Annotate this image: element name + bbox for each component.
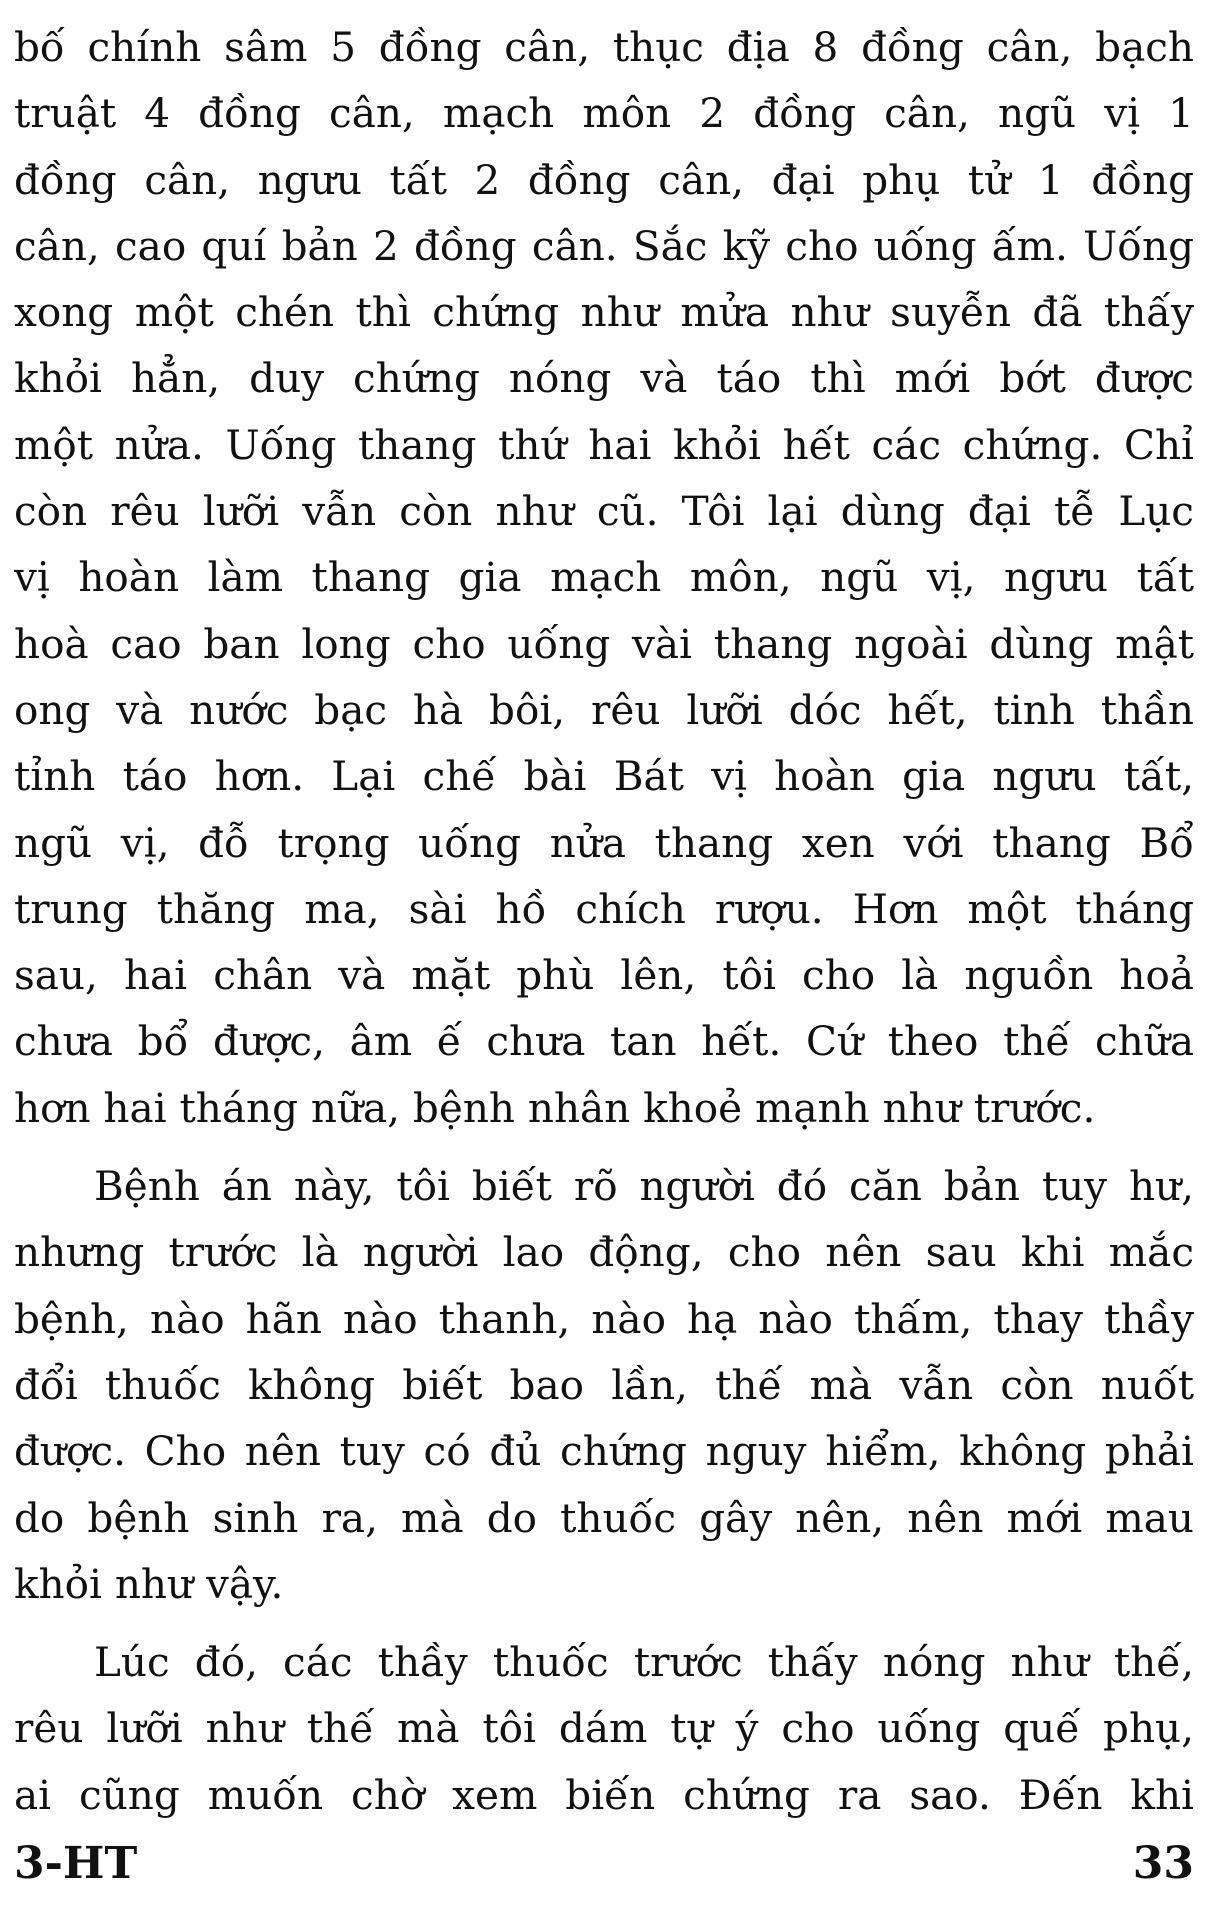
text-line: xong một chén thì chứng như mửa như suyễn đã thấy xyxy=(14,288,1194,337)
paragraph xyxy=(14,1153,1194,1617)
text-line: sau, hai chân và mặt phù lên, tôi cho là nguồn hoả xyxy=(14,951,1194,1000)
text-line: khỏi hẳn, duy chứng nóng và táo thì mới bớt được xyxy=(14,354,1194,403)
text-line: được. Cho nên tuy có đủ chứng nguy hiểm, không phải xyxy=(14,1427,1194,1476)
text-line: ai cũng muốn chờ xem biến chứng ra sao. Đến khi xyxy=(14,1770,1194,1819)
text-line: hoà cao ban long cho uống vài thang ngoài dùng mật xyxy=(14,619,1194,668)
text-line: tỉnh táo hơn. Lại chế bài Bát vị hoàn gia ngưu tất, xyxy=(14,752,1194,801)
signature-mark: 3-HT xyxy=(14,1838,138,1889)
text-line: do bệnh sinh ra, mà do thuốc gây nên, nên mới mau xyxy=(14,1493,1194,1542)
text-line: chưa bổ được, âm ế chưa tan hết. Cứ theo thế chữa xyxy=(14,1017,1194,1066)
text-line: đổi thuốc không biết bao lần, thế mà vẫn còn nuốt xyxy=(14,1360,1194,1409)
paragraph xyxy=(14,1629,1194,1828)
text-line: bệnh, nào hãn nào thanh, nào hạ nào thấm, thay thầy xyxy=(14,1294,1194,1343)
text-line: truật 4 đồng cân, mạch môn 2 đồng cân, ngũ vị 1 xyxy=(14,89,1194,138)
body-text xyxy=(14,14,1194,1828)
text-line: Lúc đó, các thầy thuốc trước thấy nóng như thế, xyxy=(94,1638,1194,1687)
text-line: ong và nước bạc hà bôi, rêu lưỡi dóc hết, tinh thần xyxy=(14,685,1194,734)
text-line: đồng cân, ngưu tất 2 đồng cân, đại phụ tử 1 đồng xyxy=(14,155,1194,204)
text-line: ngũ vị, đỗ trọng uống nửa thang xen với thang Bổ xyxy=(14,818,1194,867)
paragraph-gap xyxy=(14,1141,1194,1153)
paragraph xyxy=(14,14,1194,1141)
text-line: rêu lưỡi như thế mà tôi dám tự ý cho uống quế phụ, xyxy=(14,1704,1194,1753)
text-line: trung thăng ma, sài hồ chích rượu. Hơn một tháng xyxy=(14,884,1194,933)
page-footer xyxy=(14,1838,1194,1889)
text-line: còn rêu lưỡi vẫn còn như cũ. Tôi lại dùng đại tễ Lục xyxy=(14,487,1194,536)
text-line: vị hoàn làm thang gia mạch môn, ngũ vị, ngưu tất xyxy=(14,553,1194,602)
paragraph-gap xyxy=(14,1617,1194,1629)
text-line: một nửa. Uống thang thứ hai khỏi hết các chứng. Chỉ xyxy=(14,420,1194,469)
text-line: khỏi như vậy. xyxy=(14,1559,284,1608)
text-line: cân, cao quí bản 2 đồng cân. Sắc kỹ cho uống ấm. Uống xyxy=(14,221,1194,270)
text-line: Bệnh án này, tôi biết rõ người đó căn bản tuy hư, xyxy=(94,1162,1194,1211)
text-line: nhưng trước là người lao động, cho nên sau khi mắc xyxy=(14,1228,1194,1277)
text-line: hơn hai tháng nữa, bệnh nhân khoẻ mạnh như trước. xyxy=(14,1083,1096,1132)
page-number: 33 xyxy=(1132,1838,1194,1889)
text-line: bố chính sâm 5 đồng cân, thục địa 8 đồng cân, bạch xyxy=(14,23,1194,71)
